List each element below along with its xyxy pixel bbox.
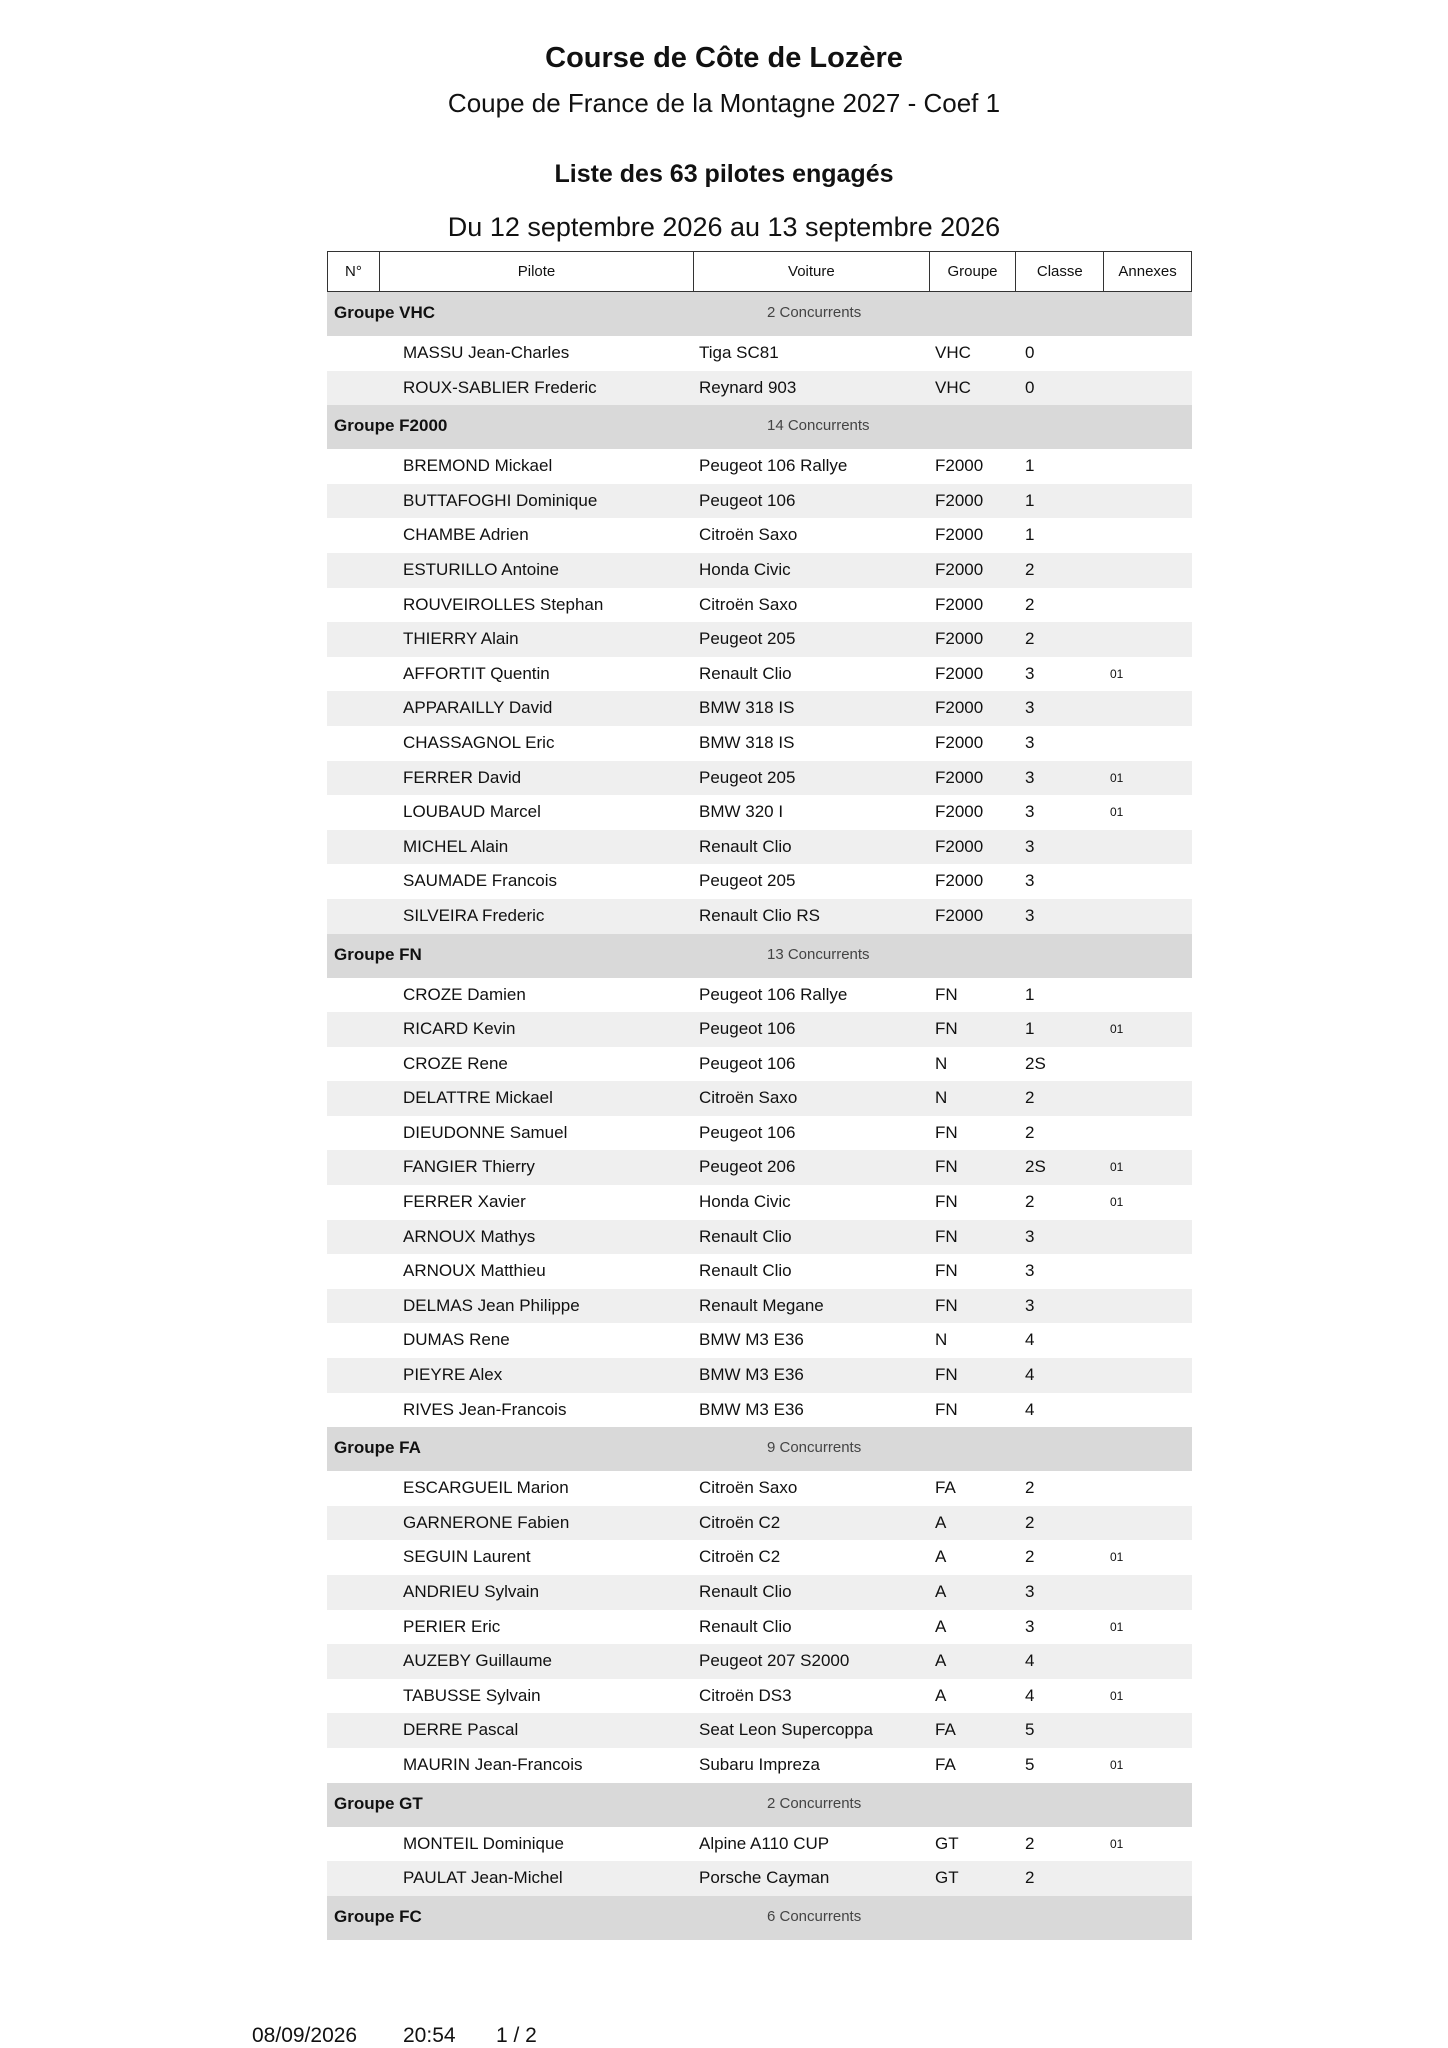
table-row bbox=[327, 1713, 1192, 1748]
cell-groupe: N bbox=[935, 1088, 948, 1108]
table-row bbox=[327, 1827, 1192, 1862]
cell-groupe: F2000 bbox=[935, 802, 984, 822]
cell-groupe: GT bbox=[935, 1833, 959, 1853]
cell-annexes: 01 bbox=[1110, 770, 1124, 785]
cell-voiture: Citroën Saxo bbox=[699, 1478, 798, 1498]
cell-classe: 4 bbox=[1025, 1651, 1035, 1671]
cell-pilote: DELMAS Jean Philippe bbox=[403, 1295, 580, 1315]
cell-pilote: ARNOUX Matthieu bbox=[403, 1261, 546, 1281]
list-title: Liste des 63 pilotes engagés bbox=[554, 160, 894, 188]
cell-pilote: FANGIER Thierry bbox=[403, 1157, 535, 1177]
table-row bbox=[327, 1679, 1192, 1714]
cell-classe: 2 bbox=[1025, 1122, 1035, 1142]
cell-pilote: RICARD Kevin bbox=[403, 1019, 516, 1039]
table-row bbox=[327, 1081, 1192, 1116]
cell-voiture: Peugeot 205 bbox=[699, 767, 796, 787]
cell-classe: 1 bbox=[1025, 1019, 1035, 1039]
cell-classe: 2 bbox=[1025, 629, 1035, 649]
table-row bbox=[327, 1575, 1192, 1610]
cell-groupe: FN bbox=[935, 1295, 958, 1315]
pilots-table bbox=[327, 251, 1192, 1940]
group-row bbox=[327, 292, 1192, 336]
cell-classe: 3 bbox=[1025, 836, 1035, 856]
cell-voiture: BMW M3 E36 bbox=[699, 1399, 804, 1419]
event-dates: Du 12 septembre 2026 au 13 septembre 2026 bbox=[447, 212, 1001, 242]
cell-pilote: MASSU Jean-Charles bbox=[403, 343, 570, 362]
cell-voiture: BMW 318 IS bbox=[699, 698, 795, 718]
group-name: Groupe FC bbox=[334, 1906, 422, 1926]
cell-pilote: THIERRY Alain bbox=[403, 629, 519, 649]
cell-groupe: F2000 bbox=[935, 594, 984, 614]
table-row bbox=[327, 449, 1192, 484]
cell-pilote: RIVES Jean-Francois bbox=[403, 1399, 567, 1419]
cell-classe: 1 bbox=[1025, 525, 1035, 545]
cell-pilote: CROZE Rene bbox=[403, 1053, 508, 1073]
cell-pilote: DELATTRE Mickael bbox=[403, 1088, 553, 1108]
cell-pilote: ROUVEIROLLES Stephan bbox=[403, 594, 604, 614]
cell-classe: 2 bbox=[1025, 1192, 1035, 1212]
cell-voiture: Peugeot 106 bbox=[699, 1019, 796, 1039]
cell-pilote: DERRE Pascal bbox=[403, 1720, 519, 1740]
cell-groupe: FN bbox=[935, 1122, 958, 1142]
cell-classe: 4 bbox=[1025, 1330, 1035, 1350]
group-count: 14 Concurrents bbox=[767, 417, 870, 435]
cell-pilote: PERIER Eric bbox=[403, 1616, 501, 1636]
print-date: 08/09/2026 bbox=[252, 2024, 358, 2047]
cell-voiture: BMW M3 E36 bbox=[699, 1330, 804, 1350]
cell-voiture: Citroën Saxo bbox=[699, 1088, 798, 1108]
table-row bbox=[327, 1150, 1192, 1185]
cell-voiture: BMW M3 E36 bbox=[699, 1365, 804, 1385]
cell-pilote: AFFORTIT Quentin bbox=[403, 663, 550, 683]
cell-annexes: 01 bbox=[1110, 666, 1124, 681]
cell-pilote: ROUX-SABLIER Frederic bbox=[403, 377, 597, 397]
table-row bbox=[327, 1358, 1192, 1393]
cell-pilote: FERRER Xavier bbox=[403, 1192, 526, 1212]
cell-pilote: ESTURILLO Antoine bbox=[403, 559, 559, 579]
table-row bbox=[327, 1220, 1192, 1255]
cell-classe: 2 bbox=[1025, 1512, 1035, 1532]
group-count: 6 Concurrents bbox=[767, 1907, 862, 1925]
table-row bbox=[327, 978, 1192, 1013]
cell-classe: 5 bbox=[1025, 1720, 1035, 1740]
cell-voiture: BMW 318 IS bbox=[699, 732, 795, 752]
table-row bbox=[327, 899, 1192, 934]
cell-groupe: FN bbox=[935, 984, 958, 1004]
cell-groupe: FN bbox=[935, 1019, 958, 1039]
cell-classe: 3 bbox=[1025, 871, 1035, 891]
cell-groupe: F2000 bbox=[935, 525, 984, 545]
group-name: Groupe F2000 bbox=[334, 416, 448, 436]
cell-groupe: N bbox=[935, 1330, 948, 1350]
cell-voiture: Renault Clio bbox=[699, 1582, 792, 1601]
table-header bbox=[327, 251, 1192, 292]
table-row bbox=[327, 1289, 1192, 1324]
cell-annexes: 01 bbox=[1110, 1160, 1124, 1175]
cell-groupe: F2000 bbox=[935, 663, 984, 683]
cell-classe: 2 bbox=[1025, 1088, 1035, 1108]
cell-pilote: ARNOUX Mathys bbox=[403, 1226, 536, 1246]
cell-pilote: ESCARGUEIL Marion bbox=[403, 1478, 569, 1498]
cell-voiture: Renault Clio bbox=[699, 836, 792, 856]
cell-voiture: Renault Megane bbox=[699, 1295, 824, 1315]
cell-voiture: Peugeot 106 bbox=[699, 1122, 796, 1142]
cell-groupe: FA bbox=[935, 1754, 956, 1774]
cell-annexes: 01 bbox=[1110, 1550, 1124, 1565]
cell-groupe: A bbox=[935, 1651, 947, 1671]
cell-classe: 0 bbox=[1025, 343, 1035, 362]
cell-voiture: Citroën C2 bbox=[699, 1512, 781, 1532]
cell-pilote: LOUBAUD Marcel bbox=[403, 802, 541, 822]
group-row bbox=[327, 1896, 1192, 1940]
cell-voiture: Citroën Saxo bbox=[699, 525, 798, 545]
cell-voiture: Renault Clio bbox=[699, 663, 792, 683]
cell-classe: 3 bbox=[1025, 1295, 1035, 1315]
cell-classe: 3 bbox=[1025, 905, 1035, 925]
page-number: 1 / 2 bbox=[496, 2024, 537, 2047]
cell-pilote: ANDRIEU Sylvain bbox=[403, 1582, 540, 1601]
cell-voiture: Honda Civic bbox=[699, 1192, 791, 1212]
table-body bbox=[327, 292, 1192, 1940]
cell-groupe: F2000 bbox=[935, 456, 984, 476]
group-count: 2 Concurrents bbox=[767, 1794, 862, 1812]
cell-groupe: VHC bbox=[935, 343, 971, 362]
cell-pilote: CHASSAGNOL Eric bbox=[403, 732, 555, 752]
cell-classe: 1 bbox=[1025, 984, 1035, 1004]
cell-classe: 5 bbox=[1025, 1754, 1035, 1774]
cell-classe: 3 bbox=[1025, 1582, 1035, 1601]
table-row bbox=[327, 336, 1192, 371]
cell-voiture: Citroën Saxo bbox=[699, 594, 798, 614]
table-row bbox=[327, 1254, 1192, 1289]
document-subtitle: Coupe de France de la Montagne 2027 - Coef 1 bbox=[447, 88, 1001, 118]
cell-groupe: A bbox=[935, 1547, 947, 1567]
cell-groupe: FN bbox=[935, 1192, 958, 1212]
group-count: 9 Concurrents bbox=[767, 1439, 862, 1457]
cell-voiture: Peugeot 206 bbox=[699, 1157, 796, 1177]
cell-classe: 3 bbox=[1025, 802, 1035, 822]
cell-pilote: FERRER David bbox=[403, 767, 522, 787]
cell-annexes: 01 bbox=[1110, 1757, 1124, 1772]
cell-classe: 3 bbox=[1025, 767, 1035, 787]
cell-pilote: DUMAS Rene bbox=[403, 1330, 510, 1350]
column-header-pilote: Pilote bbox=[380, 252, 694, 291]
cell-groupe: FA bbox=[935, 1478, 956, 1498]
cell-classe: 1 bbox=[1025, 456, 1035, 476]
table-row bbox=[327, 1471, 1192, 1506]
column-header-classe: Classe bbox=[1016, 252, 1104, 291]
cell-classe: 2 bbox=[1025, 559, 1035, 579]
cell-voiture: Tiga SC81 bbox=[699, 343, 779, 362]
table-row bbox=[327, 1748, 1192, 1783]
cell-pilote: BREMOND Mickael bbox=[403, 456, 553, 476]
cell-voiture: Reynard 903 bbox=[699, 377, 797, 397]
group-name: Groupe FA bbox=[334, 1438, 421, 1458]
group-count: 13 Concurrents bbox=[767, 945, 870, 963]
cell-voiture: Peugeot 207 S2000 bbox=[699, 1651, 850, 1671]
cell-groupe: F2000 bbox=[935, 836, 984, 856]
cell-groupe: N bbox=[935, 1053, 948, 1073]
cell-groupe: F2000 bbox=[935, 871, 984, 891]
cell-pilote: PAULAT Jean-Michel bbox=[403, 1868, 563, 1888]
table-row bbox=[327, 371, 1192, 406]
cell-voiture: Seat Leon Supercoppa bbox=[699, 1720, 873, 1740]
document-title: Course de Côte de Lozère bbox=[545, 42, 903, 74]
table-row bbox=[327, 553, 1192, 588]
cell-pilote: MICHEL Alain bbox=[403, 836, 509, 856]
cell-voiture: BMW 320 I bbox=[699, 802, 784, 822]
cell-groupe: F2000 bbox=[935, 490, 984, 510]
cell-groupe: FA bbox=[935, 1720, 956, 1740]
cell-classe: 0 bbox=[1025, 377, 1035, 397]
cell-annexes: 01 bbox=[1110, 1022, 1124, 1037]
table-row bbox=[327, 1540, 1192, 1575]
cell-classe: 4 bbox=[1025, 1365, 1035, 1385]
table-row bbox=[327, 1012, 1192, 1047]
cell-classe: 3 bbox=[1025, 1616, 1035, 1636]
table-row bbox=[327, 761, 1192, 796]
table-row bbox=[327, 795, 1192, 830]
cell-voiture: Peugeot 106 Rallye bbox=[699, 984, 848, 1004]
cell-pilote: CHAMBE Adrien bbox=[403, 525, 529, 545]
cell-pilote: DIEUDONNE Samuel bbox=[403, 1122, 568, 1142]
table-row bbox=[327, 1644, 1192, 1679]
print-time: 20:54 bbox=[403, 2024, 456, 2047]
cell-voiture: Citroën C2 bbox=[699, 1547, 781, 1567]
cell-voiture: Honda Civic bbox=[699, 559, 791, 579]
table-row bbox=[327, 1610, 1192, 1645]
cell-groupe: F2000 bbox=[935, 559, 984, 579]
cell-classe: 2 bbox=[1025, 1868, 1035, 1888]
cell-pilote: MONTEIL Dominique bbox=[403, 1833, 564, 1853]
group-row bbox=[327, 1783, 1192, 1827]
cell-pilote: APPARAILLY David bbox=[403, 698, 553, 718]
cell-groupe: F2000 bbox=[935, 629, 984, 649]
cell-groupe: GT bbox=[935, 1868, 959, 1888]
group-name: Groupe FN bbox=[334, 944, 422, 964]
group-row bbox=[327, 934, 1192, 978]
cell-groupe: A bbox=[935, 1616, 947, 1636]
cell-groupe: A bbox=[935, 1582, 947, 1601]
cell-classe: 3 bbox=[1025, 1261, 1035, 1281]
cell-voiture: Renault Clio bbox=[699, 1226, 792, 1246]
cell-pilote: MAURIN Jean-Francois bbox=[403, 1754, 583, 1774]
cell-classe: 2 bbox=[1025, 1547, 1035, 1567]
cell-annexes: 01 bbox=[1110, 1619, 1124, 1634]
cell-classe: 4 bbox=[1025, 1685, 1035, 1705]
cell-voiture: Peugeot 205 bbox=[699, 629, 796, 649]
cell-classe: 2 bbox=[1025, 1478, 1035, 1498]
table-row bbox=[327, 484, 1192, 519]
cell-pilote: AUZEBY Guillaume bbox=[403, 1651, 552, 1671]
cell-classe: 3 bbox=[1025, 698, 1035, 718]
cell-classe: 2 bbox=[1025, 1833, 1035, 1853]
column-header-no: N° bbox=[328, 252, 380, 291]
group-count: 2 Concurrents bbox=[767, 304, 862, 321]
cell-groupe: FN bbox=[935, 1226, 958, 1246]
cell-pilote: SEGUIN Laurent bbox=[403, 1547, 531, 1567]
group-row bbox=[327, 1427, 1192, 1471]
cell-voiture: Citroën DS3 bbox=[699, 1685, 792, 1705]
cell-classe: 3 bbox=[1025, 732, 1035, 752]
cell-pilote: BUTTAFOGHI Dominique bbox=[403, 490, 598, 510]
cell-classe: 1 bbox=[1025, 490, 1035, 510]
cell-groupe: A bbox=[935, 1512, 947, 1532]
cell-annexes: 01 bbox=[1110, 1195, 1124, 1210]
cell-voiture: Alpine A110 CUP bbox=[699, 1833, 830, 1853]
cell-pilote: PIEYRE Alex bbox=[403, 1365, 503, 1385]
cell-pilote: TABUSSE Sylvain bbox=[403, 1685, 541, 1705]
table-row bbox=[327, 1861, 1192, 1896]
column-header-annexes: Annexes bbox=[1118, 263, 1177, 280]
column-header-voiture: Voiture bbox=[694, 252, 929, 291]
cell-voiture: Porsche Cayman bbox=[699, 1868, 830, 1888]
cell-groupe: FN bbox=[935, 1261, 958, 1281]
cell-voiture: Renault Clio bbox=[699, 1261, 792, 1281]
table-row bbox=[327, 1323, 1192, 1358]
table-row bbox=[327, 830, 1192, 865]
cell-classe: 2S bbox=[1025, 1157, 1046, 1177]
cell-groupe: FN bbox=[935, 1399, 958, 1419]
cell-voiture: Peugeot 205 bbox=[699, 871, 796, 891]
group-name: Groupe GT bbox=[334, 1793, 423, 1813]
cell-classe: 2 bbox=[1025, 594, 1035, 614]
table-row bbox=[327, 726, 1192, 761]
cell-pilote: SILVEIRA Frederic bbox=[403, 905, 545, 925]
cell-voiture: Renault Clio bbox=[699, 1616, 792, 1636]
cell-groupe: F2000 bbox=[935, 698, 984, 718]
cell-pilote: GARNERONE Fabien bbox=[403, 1512, 570, 1532]
cell-groupe: F2000 bbox=[935, 732, 984, 752]
cell-annexes: 01 bbox=[1110, 1688, 1124, 1703]
cell-pilote: SAUMADE Francois bbox=[403, 871, 557, 891]
cell-classe: 3 bbox=[1025, 663, 1035, 683]
cell-classe: 4 bbox=[1025, 1399, 1035, 1419]
cell-classe: 2S bbox=[1025, 1053, 1046, 1073]
cell-annexes: 01 bbox=[1110, 805, 1124, 820]
cell-voiture: Subaru Impreza bbox=[699, 1754, 820, 1774]
table-row bbox=[327, 588, 1192, 623]
table-row bbox=[327, 1185, 1192, 1220]
table-row bbox=[327, 1116, 1192, 1151]
table-row bbox=[327, 622, 1192, 657]
group-name: Groupe VHC bbox=[334, 303, 436, 322]
table-row bbox=[327, 1047, 1192, 1082]
cell-annexes: 01 bbox=[1110, 1836, 1124, 1851]
table-row bbox=[327, 657, 1192, 692]
cell-pilote: CROZE Damien bbox=[403, 984, 526, 1004]
table-row bbox=[327, 518, 1192, 553]
group-row bbox=[327, 405, 1192, 449]
table-row bbox=[327, 1506, 1192, 1541]
cell-classe: 3 bbox=[1025, 1226, 1035, 1246]
cell-voiture: Peugeot 106 Rallye bbox=[699, 456, 848, 476]
cell-groupe: F2000 bbox=[935, 905, 984, 925]
cell-voiture: Peugeot 106 bbox=[699, 1053, 796, 1073]
cell-groupe: VHC bbox=[935, 377, 971, 397]
table-row bbox=[327, 864, 1192, 899]
cell-voiture: Renault Clio RS bbox=[699, 905, 820, 925]
column-header-groupe: Groupe bbox=[930, 252, 1017, 291]
cell-voiture: Peugeot 106 bbox=[699, 490, 796, 510]
cell-groupe: FN bbox=[935, 1365, 958, 1385]
cell-groupe: F2000 bbox=[935, 767, 984, 787]
table-row bbox=[327, 691, 1192, 726]
cell-groupe: FN bbox=[935, 1157, 958, 1177]
table-row bbox=[327, 1393, 1192, 1428]
cell-groupe: A bbox=[935, 1685, 947, 1705]
